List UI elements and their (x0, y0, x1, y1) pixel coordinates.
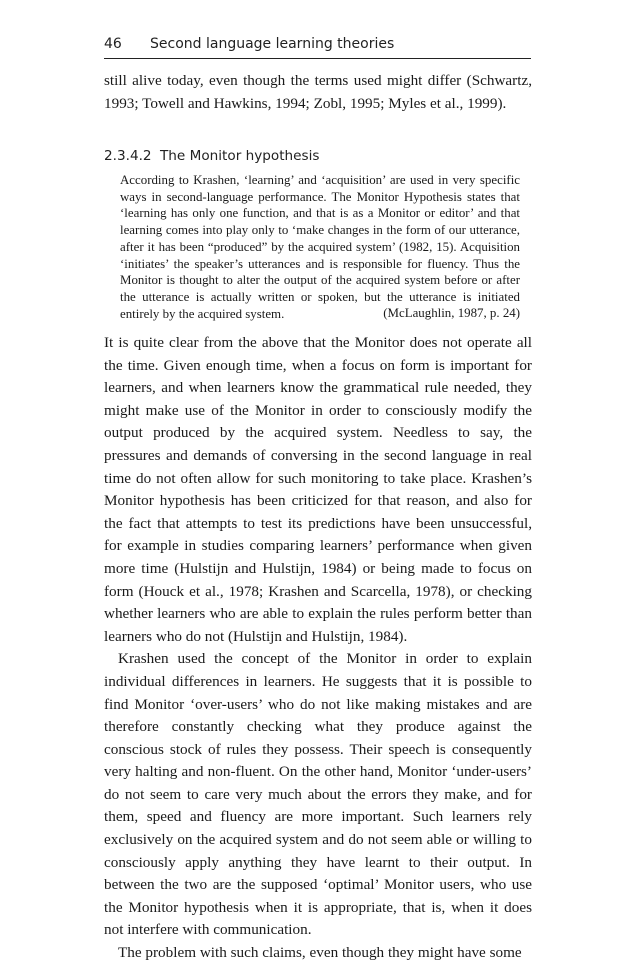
paragraph-1: It is quite clear from the above that the Monitor does not operate all the time. Given enough time, when a focus on form is important for learners, and when learners know the grammatical rule needed, they might make use of the Monitor in order to consciously modify the output produced by the acquired system. Needless to say, the pressures and demands of conversing in the second language in real time do not often allow for such monitoring to take place. Krashen’s Monitor hypothesis has been criticized for that reason, and also for the fact that attempts to test its predictions have been unsuccessful, for example in studies comparing learners’ performance when given more time (Hulstijn and Hulstijn, 1984) or being made to focus on form (Houck et al., 1978; Krashen and Scarcella, 1978), or checking whether learners who are able to explain the rules perform better than learners who do not (Hulstijn and Hulstijn, 1984). (104, 334, 532, 645)
section-heading (104, 148, 319, 164)
quote-text: According to Krashen, ‘learning’ and ‘acquisition’ are used in very specific ways in second-language performance. The Monitor Hypothesis states that ‘learning has only one function, and that is as a Monitor or editor’ and that learning comes into play only to ‘make changes in the form of our utterance, after it has been “produced” by the acquired system’ (1982, 15). Acquisition ‘initiates’ the speaker’s utterances and is responsible for fluency. Thus the Monitor is thought to alter the output of the acquired system before or after the utterance is actually written or spoken, but the utterance is initiated entirely by the acquired system. (120, 173, 520, 321)
intro-paragraph: still alive today, even though the terms used might differ (Schwartz, 1993; Towell and Hawkins, 1994; Zobl, 1995; Myles et al., 1999). (104, 72, 532, 112)
header-rule (104, 58, 531, 59)
running-title: Second language learning theories (150, 36, 395, 52)
page-number: 46 (104, 36, 122, 52)
main-text (104, 332, 532, 965)
running-head (104, 36, 534, 52)
paragraph-2: Krashen used the concept of the Monitor in order to explain individual differences in learners. He suggests that it is possible to find Monitor ‘over-users’ who do not like making mistakes and are therefore constantly checking what they produce against the conscious stock of rules they possess. Their speech is consequently very halting and non-fluent. On the other hand, Monitor ‘under-users’ do not seem to care very much about the errors they make, and for them, speed and fluency are more important. Such learners rely exclusively on the acquired system and do not seem able or willing to consciously apply anything they have learnt to their output. In between the two are the supposed ‘optimal’ Monitor users, who use the Monitor hypothesis when it is appropriate, that is, when it does not interfere with communication. (104, 650, 532, 939)
block-quote (120, 172, 520, 322)
section-title: The Monitor hypothesis (160, 148, 320, 164)
section-number: 2.3.4.2 (104, 148, 152, 164)
paragraph-3: The problem with such claims, even though they might have some (118, 944, 522, 962)
quote-citation: (McLaughlin, 1987, p. 24) (383, 306, 520, 320)
intro-paragraph-block (104, 70, 532, 115)
